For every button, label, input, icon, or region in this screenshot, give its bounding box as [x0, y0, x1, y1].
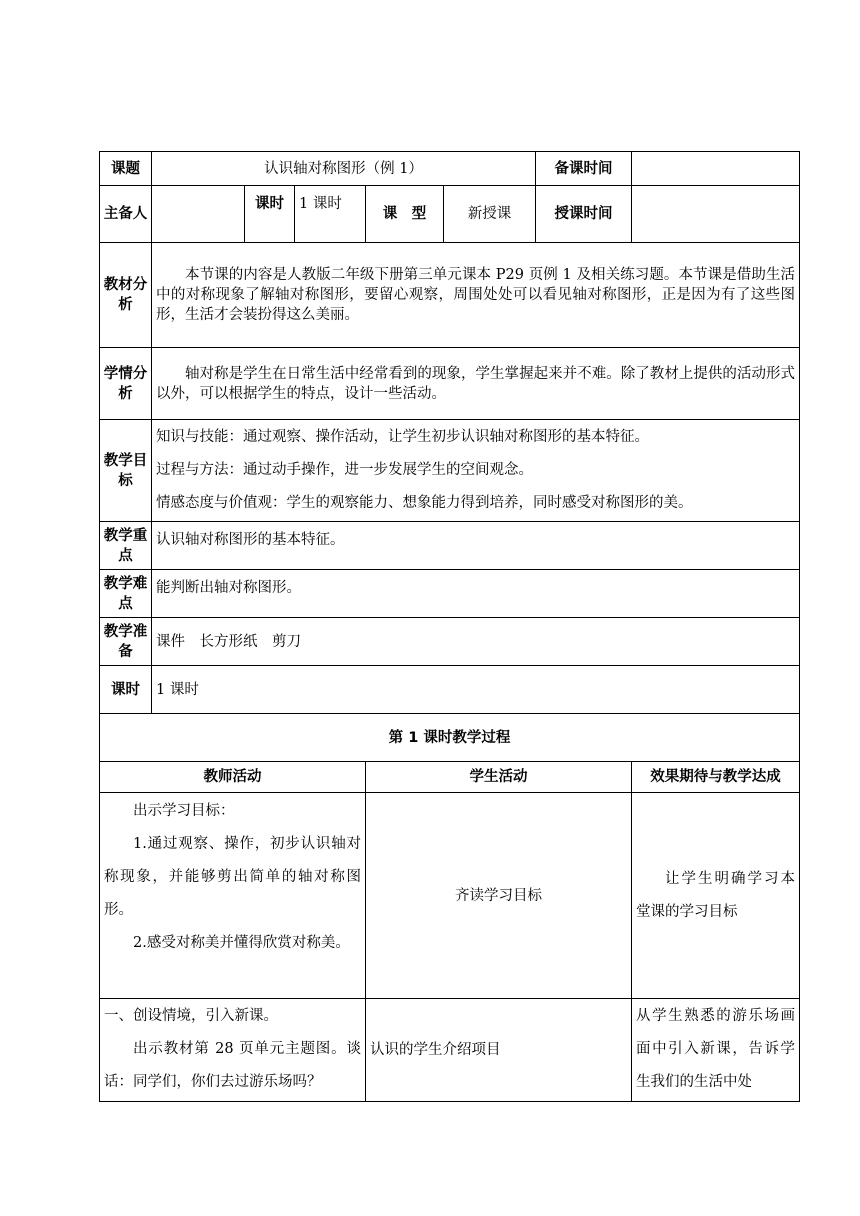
goals-cell [152, 420, 800, 522]
teacher-line: 2.感受对称美并懂得欣赏对称美。 [133, 935, 350, 951]
period-row-label: 课时 [100, 666, 152, 714]
textbook-row [100, 243, 800, 348]
goal-knowledge: 知识与技能：通过观察、操作活动，让学生初步认识轴对称图形的基本特征。 [156, 429, 649, 445]
preparation-row [100, 618, 800, 666]
period-value: 1 课时 [295, 186, 366, 243]
topic-row [100, 152, 800, 186]
process-row-2-effect: 从学生熟悉的游乐场画面中引入新课，告诉学生我们的生活中处 [632, 999, 800, 1102]
teach-time-label: 授课时间 [536, 186, 632, 243]
students-text: 轴对称是学生在日常生活中经常看到的现象，学生掌握起来并不难。除了教材上提供的活动形式以外，可以根据学生的特点，设计一些活动。 [152, 348, 800, 420]
topic-label: 课题 [100, 152, 152, 186]
difficulty-text: 能判断出轴对称图形。 [152, 570, 800, 618]
difficulty-row [100, 570, 800, 618]
preparer-value [152, 186, 245, 243]
textbook-text: 本节课的内容是人教版二年级下册第三单元课本 P29 页例 1 及相关练习题。本节课是借助生活中的对称现象了解轴对称图形，要留心观察，周围处处可以看见轴对称图形，正是因为有了这些图形，生活才会装扮得这么美丽。 [152, 243, 800, 348]
goals-label: 教学目标 [100, 420, 152, 522]
goal-process: 过程与方法：通过动手操作，进一步发展学生的空间观念。 [156, 462, 533, 478]
process-title-row [100, 714, 800, 762]
key-point-text: 认识轴对称图形的基本特征。 [152, 522, 800, 570]
process-row-2-teacher [100, 999, 366, 1102]
col-student-header: 学生活动 [366, 762, 632, 793]
process-title: 第 1 课时教学过程 [100, 714, 800, 762]
textbook-label: 教材分析 [100, 243, 152, 348]
students-label: 学情分析 [100, 348, 152, 420]
goals-row [100, 420, 800, 522]
process-row-1-effect: 让学生明确学习本堂课的学习目标 [632, 793, 800, 999]
teacher-line: 出示教材第 28 页单元主题图。谈话：同学们，你们去过游乐场吗？ [104, 1041, 361, 1090]
teacher-line: 出示学习目标： [133, 803, 235, 819]
col-effect-header: 效果期待与教学达成 [632, 762, 800, 793]
students-row [100, 348, 800, 420]
period-label: 课时 [245, 186, 295, 243]
key-point-label: 教学重点 [100, 522, 152, 570]
prep-time-label: 备课时间 [536, 152, 632, 186]
teacher-line: 一、创设情境，引入新课。 [104, 1008, 278, 1024]
type-label: 课 型 [366, 186, 444, 243]
lesson-plan-table [99, 151, 800, 1102]
preparation-label: 教学准备 [100, 618, 152, 666]
type-value: 新授课 [444, 186, 536, 243]
teach-time-value [632, 186, 800, 243]
difficulty-label: 教学难点 [100, 570, 152, 618]
preparation-text: 课件 长方形纸 剪刀 [152, 618, 800, 666]
process-row-2 [100, 999, 800, 1102]
teacher-line: 1.通过观察、操作，初步认识轴对称现象，并能够剪出简单的轴对称图形。 [104, 836, 361, 918]
period-row-text: 1 课时 [152, 666, 800, 714]
prep-time-value [632, 152, 800, 186]
process-header-row [100, 762, 800, 793]
preparer-row [100, 186, 800, 243]
key-point-row [100, 522, 800, 570]
process-row-2-student: 认识的学生介绍项目 [366, 999, 632, 1102]
topic-value: 认识轴对称图形（例 1） [152, 152, 536, 186]
preparer-label: 主备人 [100, 186, 152, 243]
process-row-1-student: 齐读学习目标 [366, 793, 632, 999]
goal-attitude: 情感态度与价值观：学生的观察能力、想象能力得到培养，同时感受对称图形的美。 [156, 495, 693, 511]
process-row-1 [100, 793, 800, 999]
period-row [100, 666, 800, 714]
process-row-1-teacher [100, 793, 366, 999]
col-teacher-header: 教师活动 [100, 762, 366, 793]
